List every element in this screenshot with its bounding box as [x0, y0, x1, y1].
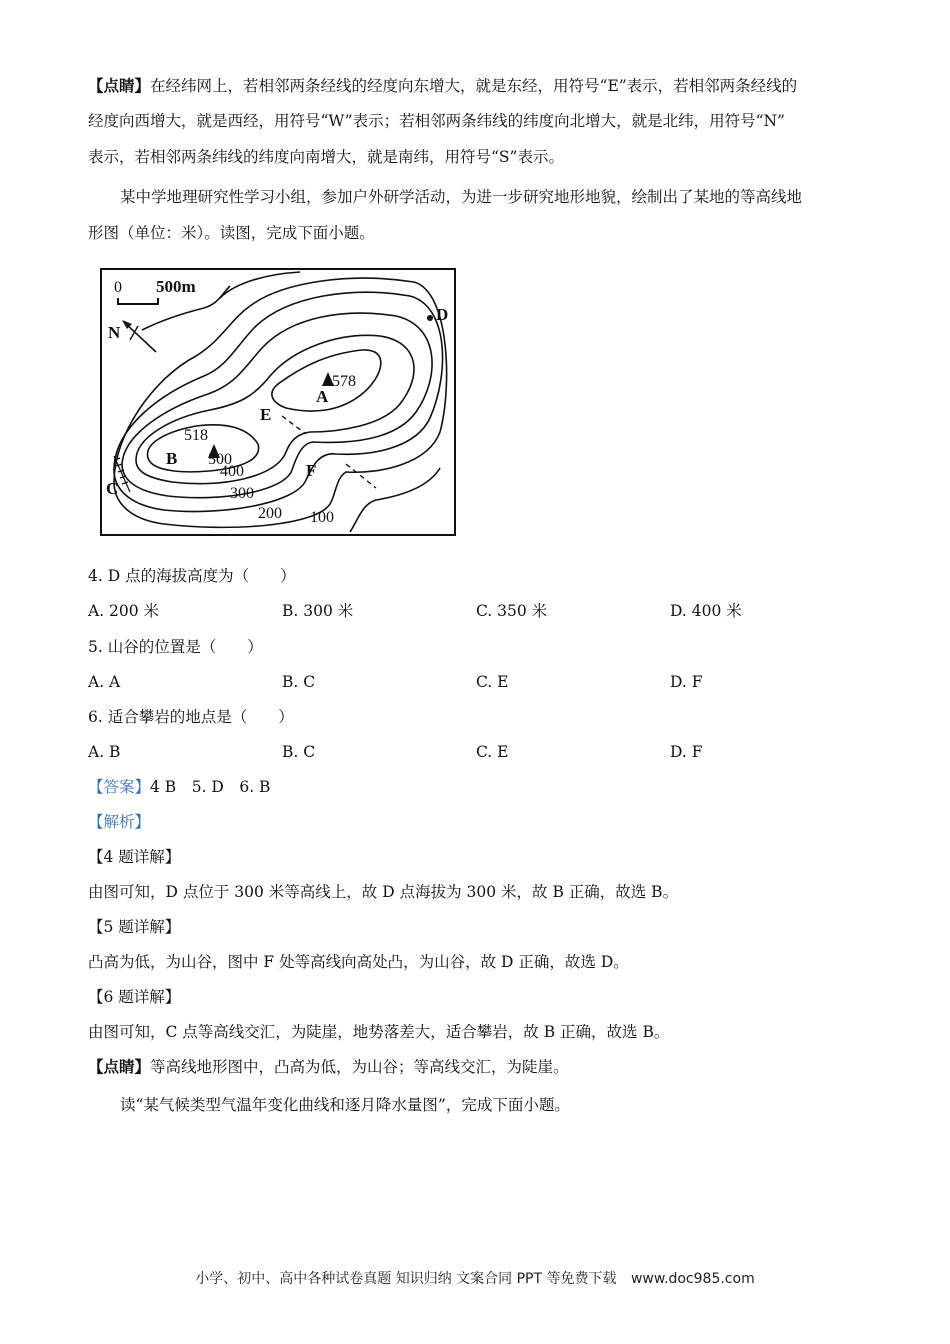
detail-6-title: 【6 题详解】: [88, 988, 181, 1006]
valley-dash: [346, 464, 376, 488]
contour-300: [114, 292, 443, 511]
intro-line-2: 形图（单位：米）。读图，完成下面小题。: [88, 224, 375, 242]
question-5-stem: 5. 山谷的位置是（ ）: [88, 638, 263, 656]
question-4-option-d[interactable]: D. 400 米: [670, 602, 742, 620]
question-6-stem: 6. 适合攀岩的地点是（ ）: [88, 708, 294, 726]
question-5-option-b[interactable]: B. C: [282, 673, 316, 691]
contour-label-400: 400: [220, 463, 244, 480]
contour-500: [136, 335, 414, 483]
question-6-option-a[interactable]: A. B: [88, 743, 121, 761]
detail-6-text: 由图可知，C 点等高线交汇，为陡崖，地势落差大，适合攀岩，故 B 正确，故选 B。: [88, 1023, 670, 1041]
scale-zero: 0: [114, 279, 122, 296]
peak-a-elevation: 578: [332, 373, 356, 390]
contour-label-500: 500: [208, 451, 232, 468]
detail-4-text: 由图可知，D 点位于 300 米等高线上，故 D 点海拔为 300 米，故 B 正确，故选 B。: [88, 883, 679, 901]
point-c-label: C: [106, 479, 119, 498]
point-a-label: A: [316, 387, 329, 406]
question-4-stem: 4. D 点的海拔高度为（ ）: [88, 567, 296, 585]
question-5-option-d[interactable]: D. F: [670, 673, 703, 691]
tip-paragraph-line-3: 表示，若相邻两条纬线的纬度向南增大，就是南纬，用符号“S”表示。: [88, 148, 564, 166]
point-f-label: F: [306, 461, 317, 480]
question-4-option-b[interactable]: B. 300 米: [282, 602, 354, 620]
footer-link[interactable]: www.doc985.com: [630, 1271, 755, 1287]
contour-label-300: 300: [230, 485, 254, 502]
question-4-option-c[interactable]: C. 350 米: [476, 602, 548, 620]
detail-5-title: 【5 题详解】: [88, 918, 181, 936]
peak-b-elevation: 518: [184, 427, 208, 444]
saddle-dash: [282, 416, 306, 434]
next-intro: 读“某气候类型气温年变化曲线和逐月降水量图”，完成下面小题。: [120, 1096, 570, 1114]
question-6-option-b[interactable]: B. C: [282, 743, 316, 761]
question-5-option-c[interactable]: C. E: [476, 673, 509, 691]
tip-paragraph-line-2: 经度向西增大，就是西经，用符号“W”表示；若相邻两条纬线的纬度向北增大，就是北纬，用符号“N”: [88, 112, 785, 130]
answer-text: 4 B 5. D 6. B: [150, 778, 271, 796]
tip-text: 在经纬网上，若相邻两条经线的经度向东增大，就是东经，用符号“E”表示，若相邻两条经线的: [150, 77, 798, 95]
contour-map: [100, 268, 456, 536]
scale-bar: [118, 298, 158, 304]
point-e-label: E: [260, 405, 272, 424]
point-d-marker: [427, 315, 433, 321]
contour-label-200: 200: [258, 505, 282, 522]
answer-label: 【答案】: [88, 778, 151, 796]
point-d-label: D: [436, 305, 449, 324]
detail-4-title: 【4 题详解】: [88, 848, 181, 866]
north-label: N: [108, 323, 121, 342]
contour-edge-1: [220, 272, 300, 298]
contour-label-100: 100: [310, 509, 334, 526]
question-5-option-a[interactable]: A. A: [88, 673, 121, 691]
answer-line: [88, 776, 270, 798]
question-4-option-a[interactable]: A. 200 米: [88, 602, 160, 620]
analysis-label: 【解析】: [88, 813, 151, 831]
detail-5-text: 凸高为低，为山谷，图中 F 处等高线向高处凸，为山谷，故 D 正确，故选 D。: [88, 953, 629, 971]
tip-2-line: [88, 1056, 569, 1078]
footer: [0, 1268, 950, 1288]
question-6-option-d[interactable]: D. F: [670, 743, 703, 761]
tip-label: 【点睛】: [88, 76, 151, 95]
tip-2-text: 等高线地形图中，凸高为低，为山谷；等高线交汇，为陡崖。: [150, 1058, 569, 1076]
tip-2-label: 【点睛】: [88, 1057, 151, 1076]
intro-line-1: 某中学地理研究性学习小组，参加户外研学活动，为进一步研究地形地貌，绘制出了某地的等高线地: [120, 188, 803, 206]
footer-text: 小学、初中、高中各种试卷真题 知识归纳 文案合同 PPT 等免费下载: [195, 1271, 617, 1287]
tip-paragraph-line-1: [88, 75, 797, 97]
question-6-option-c[interactable]: C. E: [476, 743, 509, 761]
point-b-label: B: [166, 449, 178, 468]
scale-label: 500m: [156, 277, 196, 296]
